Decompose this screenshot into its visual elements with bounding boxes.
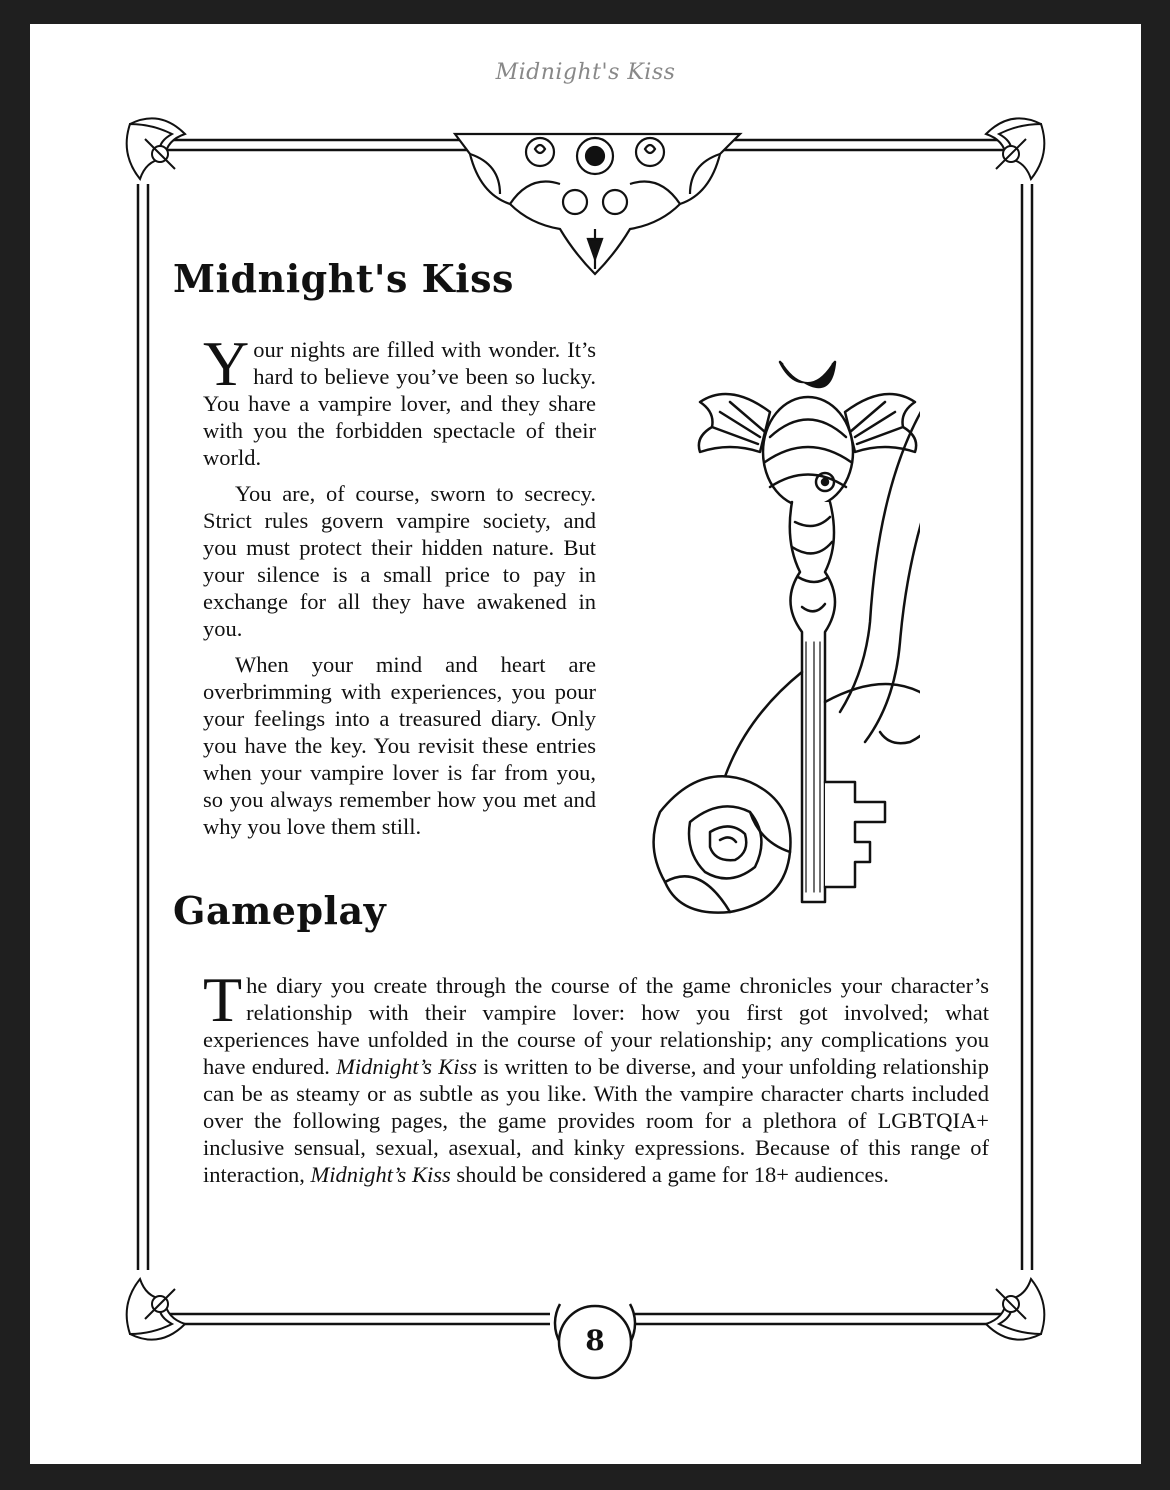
section-title-midnights-kiss: Midnight's Kiss [173, 256, 514, 301]
intro-paragraph-1 [203, 328, 596, 471]
intro-paragraph-1-text: our nights are filled with wonder. It’s hard to believe you’ve been so lucky. You have a vampire lover, and they share with you the forbidden spectacle of their world. [203, 337, 596, 470]
drop-cap-y: Y [203, 328, 250, 399]
book-page [30, 24, 1141, 1464]
corner-ornament-bottom-left [127, 1279, 185, 1340]
key-illustration [620, 342, 920, 922]
intro-text [203, 328, 596, 849]
bat-wing-crest-ornament [455, 134, 740, 274]
corner-ornament-top-right [986, 118, 1044, 179]
gameplay-text [203, 964, 989, 1188]
gameplay-text-part-1: he diary you create through the course of the game chronicles your character’s relationship with their vampire lover: how you first got involved; what experiences have unfolded in the course of your relationship; any complications you have endured. [203, 973, 989, 1079]
game-title-italic-1: Midnight’s Kiss [336, 1054, 477, 1079]
gameplay-paragraph [203, 964, 989, 1188]
gameplay-text-part-2: is written to be diverse, and your unfolding relationship can be as steamy or as subtle as you like. With the vampire character charts included over the following pages, the game provides room for a plethora of LGBTQIA+ inclusive sensual, sexual, asexual, and kinky expressions. Because of this range of interaction, [203, 1054, 989, 1187]
intro-paragraph-2: You are, of course, sworn to secrecy. Strict rules govern vampire society, and you must protect their hidden nature. But your silence is a small price to pay in exchange for all they have awakened in you. [203, 481, 596, 641]
game-title-italic-2: Midnight’s Kiss [310, 1162, 451, 1187]
corner-ornament-bottom-right [986, 1279, 1044, 1340]
running-head: Midnight's Kiss [495, 60, 676, 85]
section-title-gameplay: Gameplay [173, 888, 387, 933]
corner-ornament-top-left [127, 118, 185, 179]
page-number: 8 [585, 1324, 605, 1357]
drop-cap-t: T [203, 964, 243, 1035]
gameplay-text-part-3: should be considered a game for 18+ audiences. [450, 1162, 889, 1187]
intro-paragraph-3: When your mind and heart are overbrimming with experiences, you pour your feelings into a treasured diary. Only you have the key. You revisit these entries when your vampire lover is far from you, so you always remember how you met and why you love them still. [203, 652, 596, 839]
